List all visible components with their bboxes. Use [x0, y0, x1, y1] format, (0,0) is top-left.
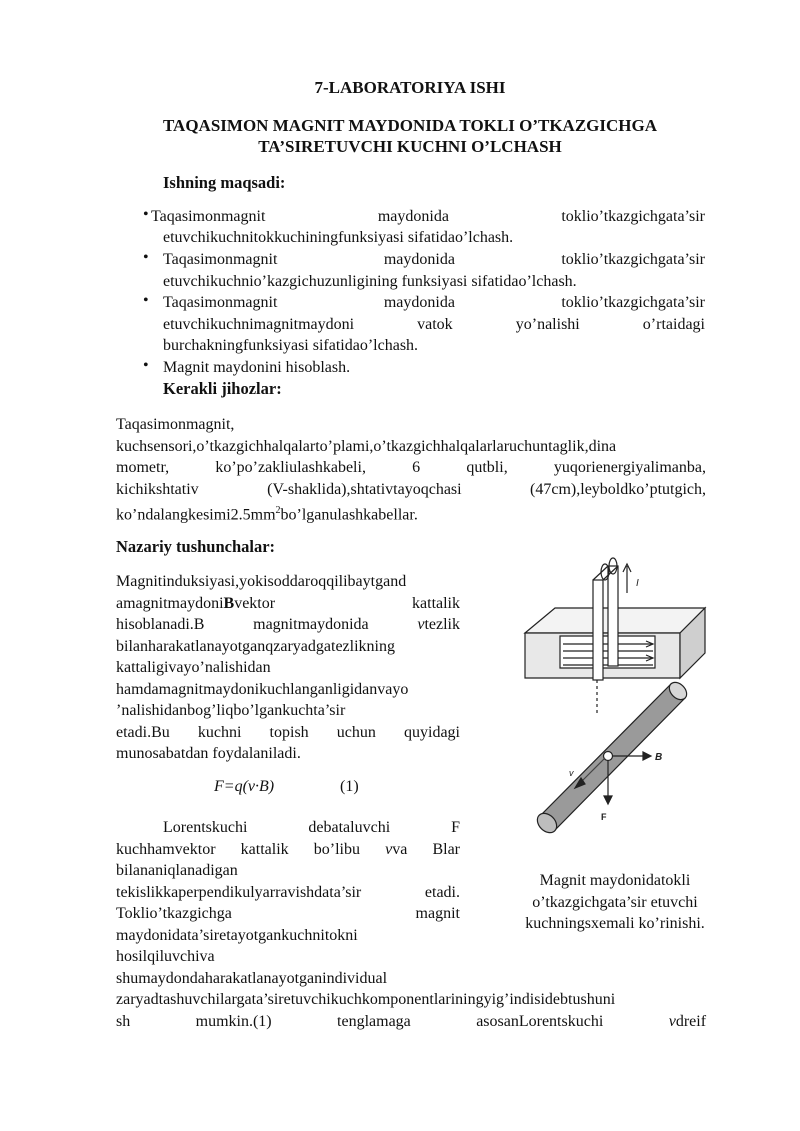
magnet-force-figure: [505, 548, 720, 863]
conductor-diagram: [534, 679, 690, 836]
equipment-paragraph: Taqasimonmagnit, kuchsensori,o’tkazgichhalqalarto’plami,o’tkazgichhalqalarlaruchuntaglik,dina mometr, ko’po’zakliulashkabeli, 6 qutbli, yuqorienergiyalimanba, kichikshtativ (V-shaklida),shtativtayoqchasi (47cm),leyboldko’ptutgich, $ko’ndalangkesimi2.5mm^2bo’lganulashkabellar$.: [116, 416, 706, 524]
equipment-heading: Kerakli jihozlar:: [163, 379, 282, 398]
goal-heading: Ishning maqsadi:: [163, 173, 286, 192]
lab-subtitle: TAQASIMON MAGNIT MAYDONIDA TOKLI O’TKAZGICHGA TA’SIRETUVCHI KUCHNI O’LCHASH: [162, 116, 657, 156]
lorentz-formula: F=q(v·B): [214, 778, 275, 795]
document-page: 7-LABORATORIYA ISHI TAQASIMON MAGNIT MAYDONIDA TOKLI O’TKAZGICHGA TA’SIRETUVCHI KUCHNI O’LCHASH Ishning maqsadi: • Taqasimonmagnit maydonida toklio’tkazgichgata’sir etuvchikuchnitokkuchiningfunksiyasi sifatidao’lchash. • Taqasimonmagnit maydonida toklio’tkazgichgata’sir etuvchikuchnio’kazgichuzunligining funksiyasi sifatidao’lchash. • Taqasimonmagnit maydonida toklio’tkazgichgata’sir etuvchikuchnimagnitmaydoni vatok yo’nalishi o’rtaidagi burchakningfunksiyasi sifatidao’lchash. • Magnit maydonini hisoblash. Kerakli jihozlar: Taqasimonmagnit, kuchsensori,o’tkazgichhalqalarto’plami,o’tkazgichhalqalarlaruchuntaglik,dina mometr, ko’po’zakliulashkabeli, 6 qutbli, yuqorienergiyalimanba, kichikshtativ (V-shaklida),shtativtayoqchasi (47cm),leyboldko’ptutgich, $ko’ndalangkesimi2.5mm^2bo’lganulashkabellar$. Nazariy tushunchalar: Magnitinduksiyasi,yokisoddaroqqilibaytgand amagnitmaydoniBvektor kattalik hisoblanadi.B magnitmaydonida vtezlik bilanharakatlanayotganqzaryadgatezlikning kattaligivayo’nalishidan hamdamagnitmaydonikuchlanganligidanvayo ’nalishidanbog’liqbo’lgankuchta’sir etadi.Bu kuchni topish uchun quyidagi munosabatdan foydalaniladi. F=q(v·B) (1) Lorentskuchi debataluvchi F kuchhamvektor kattalik bo’libu vva Blar bilananiqlanadigan tekislikkaperpendikulyarravishdata’sir etadi. Toklio’tkazgichga magnit maydonidata’siretayotgankuchnitokni hosilqiluvchiva shumaydondaharakatlanayotganindividual zaryadtashuvchilargata’siretuvchikuchkomponentlariningyig’indisidebtushuni sh mumkin.(1) tenglamaga asosanLorentskuchi vdreif I v B F Magnit maydonidatokli o’tkazgichgata’sir etuvchi kuchningsxemali ko’rinishi.: [0, 0, 800, 1131]
velocity-label: v: [569, 768, 574, 778]
formula-number: (1): [340, 778, 359, 795]
bullet-1: •: [143, 206, 149, 223]
bullet-2: •: [143, 249, 149, 266]
bullet-3: •: [143, 292, 149, 309]
field-label: B: [655, 752, 663, 763]
lorentz-paragraph: Lorentskuchi debataluvchi F kuchhamvektor kattalik bo’libu vva Blar bilananiqlanadigan tekislikkaperpendikulyarravishdata’sir etadi. Toklio’tkazgichga magnit maydonidata’siretayotgankuchnitokni hosilqiluvchiva shumaydondaharakatlanayotganindividual: [116, 819, 460, 987]
goal-item-3: Taqasimonmagnit maydonida toklio’tkazgichgata’sir etuvchikuchnimagnitmaydoni vatok yo’nalishi o’rtaidagi burchakningfunksiyasi sifatidao’lchash.: [163, 294, 705, 354]
current-label: I: [636, 578, 639, 589]
theory-heading: Nazariy tushunchalar:: [116, 537, 276, 556]
theory-paragraph: Magnitinduksiyasi,yokisoddaroqqilibaytgand amagnitmaydoniBvektor kattalik hisoblanadi.B magnitmaydonida vtezlik bilanharakatlanayotganqzaryadgatezlikning kattaligivayo’nalishidan hamdamagnitmaydonikuchlanganligidanvayo ’nalishidanbog’liqbo’lgankuchta’sir etadi.Bu kuchni topish uchun quyidagi munosabatdan foydalaniladi.: [116, 573, 460, 762]
figure-caption: Magnit maydonidatokli o’tkazgichgata’sir etuvchi kuchningsxemali ko’rinishi.: [525, 872, 705, 932]
goal-item-1: Taqasimonmagnit maydonida toklio’tkazgichgata’sir: [151, 208, 705, 225]
bullet-4: •: [143, 357, 149, 374]
goal-item-4: Magnit maydonini hisoblash.: [163, 359, 351, 376]
lab-title: 7-LABORATORIYA ISHI: [314, 78, 506, 97]
goal-item-2: Taqasimonmagnit maydonida toklio’tkazgichgata’sir etuvchikuchnio’kazgichuzunligining funksiyasi sifatidao’lchash.: [163, 251, 705, 290]
force-label: F: [601, 812, 607, 822]
lorentz-paragraph-wide: zaryadtashuvchilargata’siretuvchikuchkomponentlariningyig’indisidebtushuni sh mumkin.(1) tenglamaga asosanLorentskuchi vdreif: [116, 991, 707, 1030]
